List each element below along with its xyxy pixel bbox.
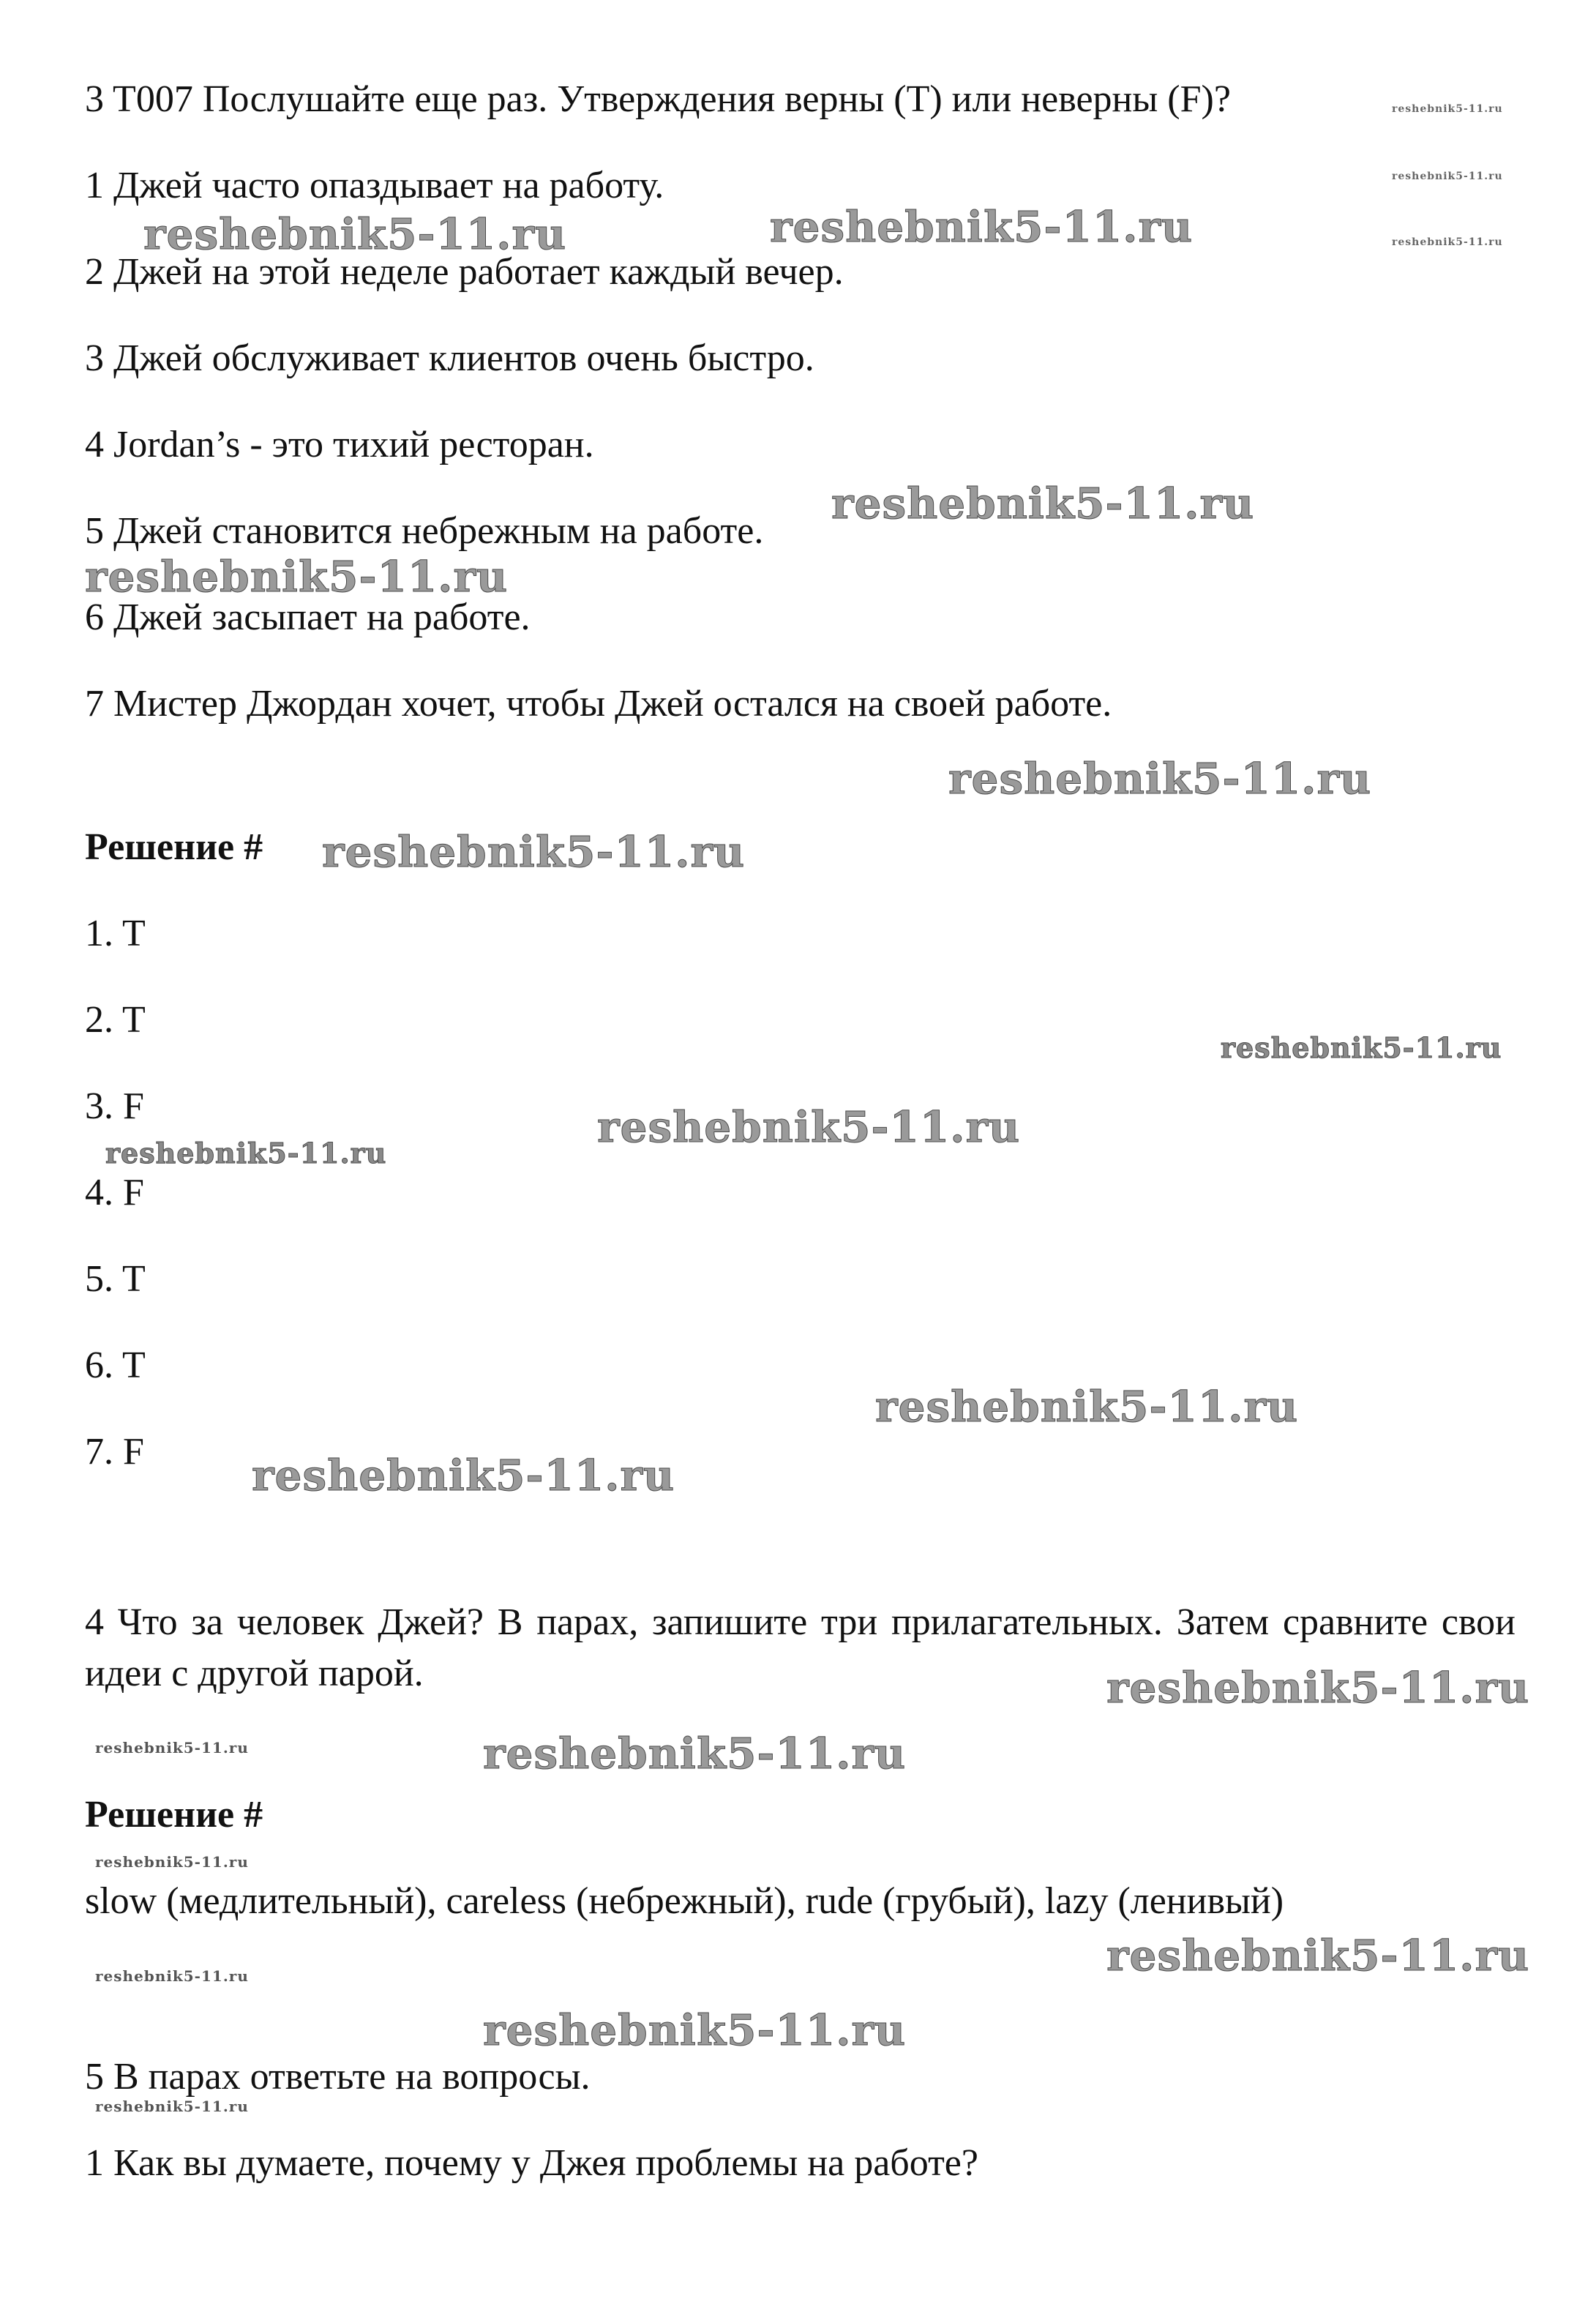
task3-statement-1: 1 Джей часто опаздывает на работу. <box>85 165 664 206</box>
task3-heading: 3 T007 Послушайте еще раз. Утверждения верны (T) или неверны (F)? <box>85 78 1231 120</box>
task3-solution-label: Решение # <box>85 826 263 868</box>
task3-statement-6: 6 Джей засыпает на работе. <box>85 596 531 638</box>
watermark: reshebnik5-11.ru <box>322 827 746 877</box>
watermark: reshebnik5-11.ru <box>1392 103 1503 115</box>
task3-answer-1: 1. T <box>85 913 146 954</box>
task3-statement-3: 3 Джей обслуживает клиентов очень быстро. <box>85 337 814 379</box>
task5-question-1: 1 Как вы думаете, почему у Джея проблемы на работе? <box>85 2142 978 2184</box>
watermark: reshebnik5-11.ru <box>95 2098 249 2115</box>
task4-solution-label: Решение # <box>85 1794 263 1836</box>
task5-heading: 5 В парах ответьте на вопросы. <box>85 2056 591 2098</box>
task3-statement-4: 4 Jordan’s - это тихий ресторан. <box>85 424 594 465</box>
watermark: reshebnik5-11.ru <box>95 1853 249 1871</box>
watermark: reshebnik5-11.ru <box>875 1382 1299 1432</box>
task3-answer-5: 5. T <box>85 1258 146 1300</box>
watermark: reshebnik5-11.ru <box>948 754 1372 804</box>
watermark: reshebnik5-11.ru <box>95 1739 249 1757</box>
watermark: reshebnik5-11.ru <box>143 209 567 259</box>
task4-answer: slow (медлительный), careless (небрежный), rude (грубый), lazy (ленивый) <box>85 1880 1284 1922</box>
watermark: reshebnik5-11.ru <box>85 552 509 602</box>
watermark: reshebnik5-11.ru <box>483 1729 907 1778</box>
watermark: reshebnik5-11.ru <box>1392 171 1503 182</box>
watermark: reshebnik5-11.ru <box>1392 236 1503 248</box>
watermark: reshebnik5-11.ru <box>105 1137 387 1170</box>
task3-answer-3: 3. F <box>85 1085 144 1127</box>
task3-statement-2: 2 Джей на этой неделе работает каждый вечер. <box>85 251 844 293</box>
task3-statement-7: 7 Мистер Джордан хочет, чтобы Джей остался на своей работе. <box>85 683 1112 725</box>
watermark: reshebnik5-11.ru <box>483 2005 907 2055</box>
task3-answer-7: 7. F <box>85 1431 144 1473</box>
task3-answer-6: 6. T <box>85 1344 146 1386</box>
watermark: reshebnik5-11.ru <box>1106 1931 1530 1980</box>
watermark: reshebnik5-11.ru <box>1106 1663 1530 1713</box>
watermark: reshebnik5-11.ru <box>95 1967 249 1985</box>
task4-heading: 4 Что за человек Джей? В парах, запишите три прилагательных. Затем сравните свои идеи с другой парой. <box>85 1601 1516 1694</box>
watermark: reshebnik5-11.ru <box>770 202 1194 252</box>
watermark: reshebnik5-11.ru <box>252 1451 675 1500</box>
task3-answer-4: 4. F <box>85 1172 144 1213</box>
task3-answer-2: 2. T <box>85 999 146 1041</box>
watermark: reshebnik5-11.ru <box>1221 1031 1502 1064</box>
task3-statement-5: 5 Джей становится небрежным на работе. <box>85 510 764 552</box>
watermark: reshebnik5-11.ru <box>831 479 1255 528</box>
watermark: reshebnik5-11.ru <box>597 1102 1021 1152</box>
